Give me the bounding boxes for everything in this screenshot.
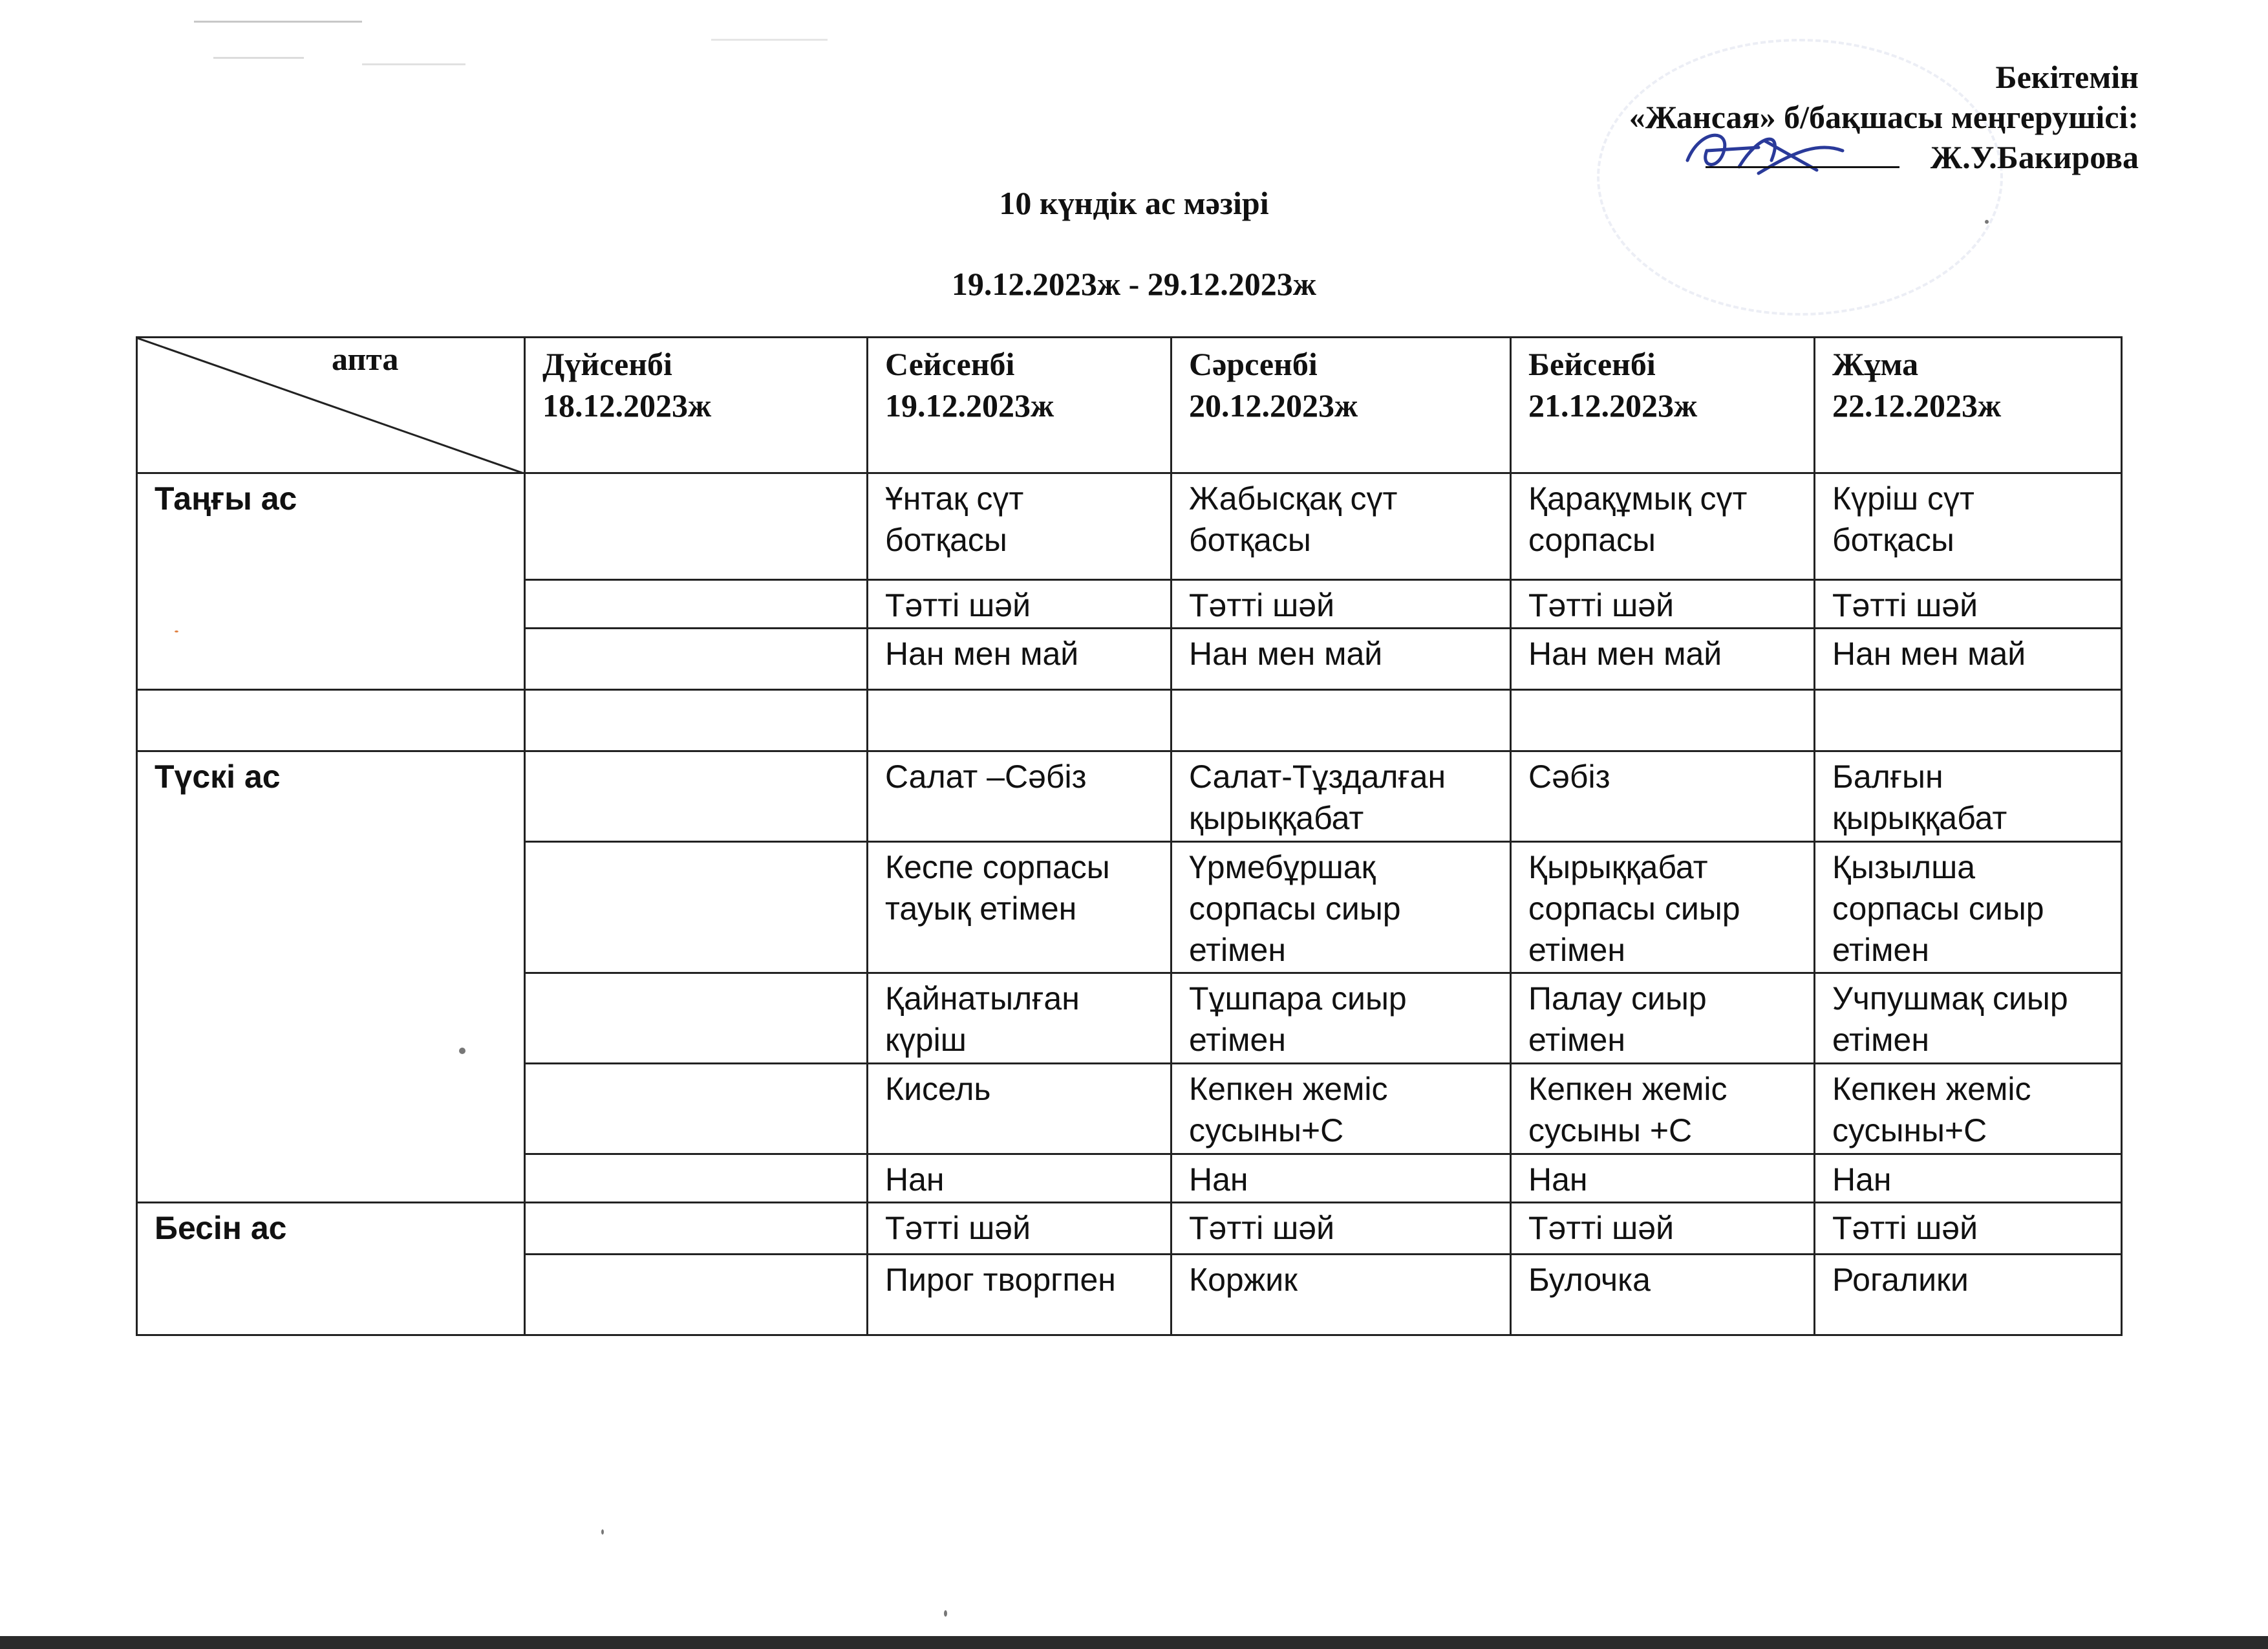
menu-cell: Кепкен жеміс сусыны+С <box>1171 1064 1511 1154</box>
scan-artifact-line <box>711 39 828 41</box>
menu-cell <box>525 629 868 690</box>
day-header <box>1511 338 1815 473</box>
day-header <box>1171 338 1511 473</box>
menu-cell: Салат –Сәбіз <box>868 751 1171 842</box>
scan-speck <box>944 1610 947 1617</box>
day-date: 19.12.2023ж <box>885 387 1054 424</box>
menu-cell: Тәтті шәй <box>1511 580 1815 629</box>
menu-cell: Салат-Тұздалған қырыққабат <box>1171 751 1511 842</box>
menu-cell: Учпушмақ сиыр етімен <box>1815 973 2122 1064</box>
table-header-row <box>137 338 2122 473</box>
signature-underline <box>1706 140 1899 168</box>
day-name: Сәрсенбі <box>1189 346 1318 382</box>
day-name: Бейсенбі <box>1528 346 1656 382</box>
menu-cell <box>525 842 868 973</box>
menu-cell <box>525 751 868 842</box>
menu-cell: Нан мен май <box>1815 629 2122 690</box>
scan-artifact-line <box>362 63 465 65</box>
menu-cell: Палау сиыр етімен <box>1511 973 1815 1064</box>
day-date: 20.12.2023ж <box>1189 387 1358 424</box>
menu-cell: Нан <box>1511 1154 1815 1203</box>
menu-cell: Нан <box>1815 1154 2122 1203</box>
menu-cell: Тәтті шәй <box>868 580 1171 629</box>
day-name: Сейсенбі <box>885 346 1015 382</box>
document-title: 10 күндік ас мәзірі <box>999 185 1269 221</box>
day-name: Дүйсенбі <box>542 346 672 382</box>
menu-cell: Тәтті шәй <box>1815 580 2122 629</box>
day-header <box>525 338 868 473</box>
approval-position: «Жансая» б/бақшасы меңгерушісі: <box>1629 99 2139 135</box>
approval-block <box>1395 57 2139 177</box>
menu-cell: Тәтті шәй <box>1171 1203 1511 1255</box>
meal-label-breakfast: Таңғы ас <box>137 473 525 690</box>
day-date: 22.12.2023ж <box>1832 387 2002 424</box>
menu-cell: Сәбіз <box>1511 751 1815 842</box>
corner-label: апта <box>332 341 399 377</box>
scan-speck <box>601 1529 604 1535</box>
day-header <box>1815 338 2122 473</box>
empty-row <box>137 690 2122 751</box>
day-name: Жұма <box>1832 346 1919 382</box>
menu-cell: Жабысқақ сүт ботқасы <box>1171 473 1511 580</box>
menu-cell: Тәтті шәй <box>1171 580 1511 629</box>
menu-cell: Тәтті шәй <box>1511 1203 1815 1255</box>
menu-cell: Нан <box>868 1154 1171 1203</box>
day-date: 18.12.2023ж <box>542 387 712 424</box>
menu-cell: Нан мен май <box>1511 629 1815 690</box>
menu-cell: Кисель <box>868 1064 1171 1154</box>
empty-cell <box>1511 690 1815 751</box>
corner-cell <box>137 338 525 473</box>
menu-cell: Кеспе сорпасы тауық етімен <box>868 842 1171 973</box>
meal-label-snack: Бесін ас <box>137 1203 525 1335</box>
day-date: 21.12.2023ж <box>1528 387 1698 424</box>
menu-cell: Үрмебұршақ сорпасы сиыр етімен <box>1171 842 1511 973</box>
menu-cell: Қайнатылған күріш <box>868 973 1171 1064</box>
menu-cell: Кепкен жеміс сусыны+С <box>1815 1064 2122 1154</box>
menu-cell: Қызылша сорпасы сиыр етімен <box>1815 842 2122 973</box>
menu-cell <box>525 580 868 629</box>
menu-cell: Кепкен жеміс сусыны +С <box>1511 1064 1815 1154</box>
menu-cell <box>525 1255 868 1335</box>
menu-cell <box>525 1203 868 1255</box>
empty-cell <box>868 690 1171 751</box>
menu-cell: Коржик <box>1171 1255 1511 1335</box>
day-header <box>868 338 1171 473</box>
menu-cell: Нан <box>1171 1154 1511 1203</box>
menu-cell <box>525 473 868 580</box>
menu-cell: Пирог творгпен <box>868 1255 1171 1335</box>
menu-cell: Рогалики <box>1815 1255 2122 1335</box>
scan-artifact-line <box>194 21 362 23</box>
scan-artifact-line <box>213 57 304 59</box>
meal-label-lunch: Түскі ас <box>137 751 525 1203</box>
menu-cell: Нан мен май <box>868 629 1171 690</box>
menu-cell <box>525 973 868 1064</box>
table-row <box>137 473 2122 580</box>
menu-table <box>136 336 2123 1336</box>
table-row <box>137 1203 2122 1255</box>
menu-cell: Қырыққабат сорпасы сиыр етімен <box>1511 842 1815 973</box>
empty-cell <box>1171 690 1511 751</box>
menu-cell: Күріш сүт ботқасы <box>1815 473 2122 580</box>
table-row <box>137 751 2122 842</box>
empty-cell <box>1815 690 2122 751</box>
menu-cell: Тұшпара сиыр етімен <box>1171 973 1511 1064</box>
document-period: 19.12.2023ж - 29.12.2023ж <box>951 266 1317 302</box>
menu-cell: Булочка <box>1511 1255 1815 1335</box>
director-name: Ж.У.Бакирова <box>1930 139 2139 175</box>
menu-cell: Тәтті шәй <box>868 1203 1171 1255</box>
menu-cell: Нан мен май <box>1171 629 1511 690</box>
approval-signature-line <box>1395 137 2139 177</box>
menu-cell <box>525 1154 868 1203</box>
menu-cell: Балғын қырыққабат <box>1815 751 2122 842</box>
empty-cell <box>137 690 525 751</box>
empty-cell <box>525 690 868 751</box>
menu-cell: Тәтті шәй <box>1815 1203 2122 1255</box>
scan-bottom-edge <box>0 1636 2268 1649</box>
menu-cell: Ұнтақ сүт ботқасы <box>868 473 1171 580</box>
menu-cell <box>525 1064 868 1154</box>
menu-cell: Қарақұмық сүт сорпасы <box>1511 473 1815 580</box>
approval-title: Бекітемін <box>1995 59 2139 95</box>
